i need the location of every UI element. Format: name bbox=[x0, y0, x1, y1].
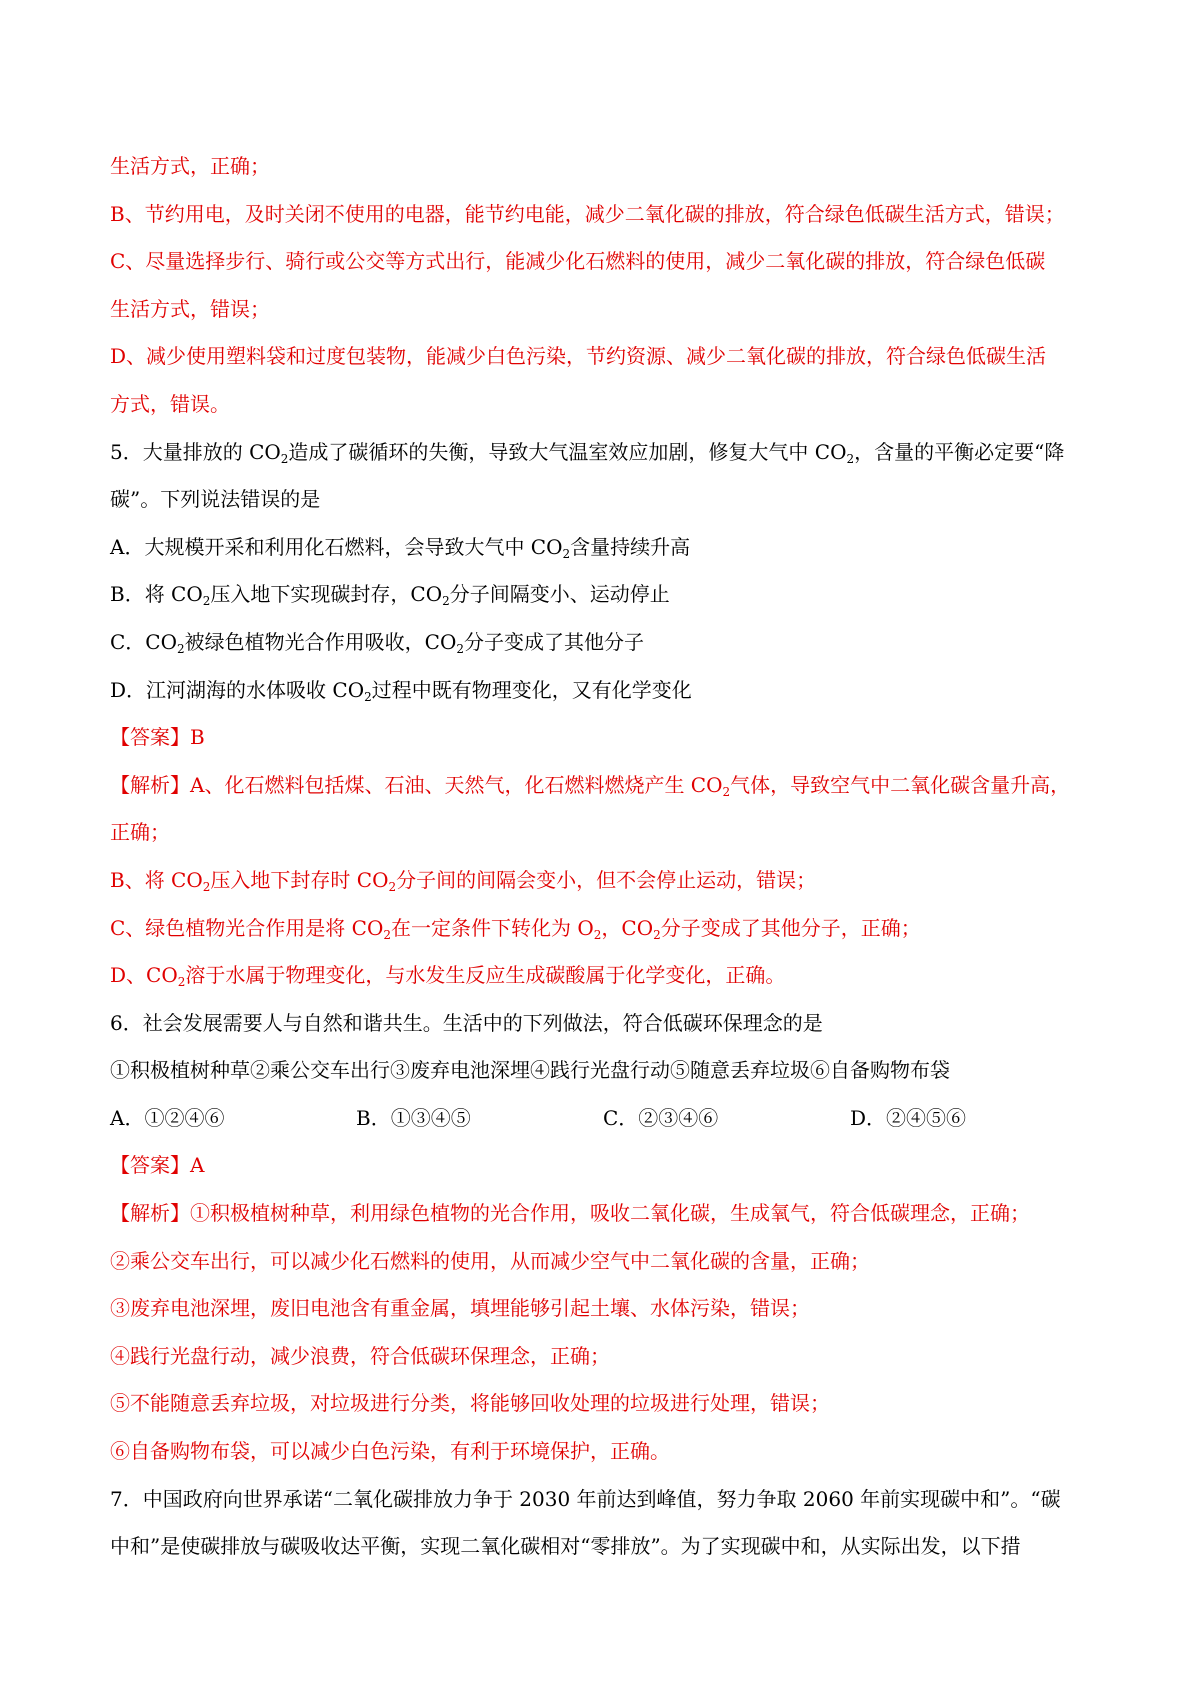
subscript: 2 bbox=[202, 594, 211, 609]
q6-option-c: C．②③④⑥ bbox=[603, 1105, 719, 1130]
answer-label: 【答案】 bbox=[110, 725, 190, 750]
option-text: A．大规模开采和利用化石燃料，会导致大气中 CO bbox=[110, 534, 563, 559]
q6-analysis-3: ③废弃电池深埋，废旧电池含有重金属，填埋能够引起土壤、水体污染，错误； bbox=[110, 1296, 810, 1321]
q6-analysis-6: ⑥自备购物布袋，可以减少白色污染，有利于环境保护，正确。 bbox=[110, 1439, 670, 1464]
option-text: 压入地下实现碳封存，CO bbox=[210, 582, 443, 607]
q5-analysis-line2: 正确； bbox=[110, 820, 170, 845]
option-text: 被绿色植物光合作用吸收，CO bbox=[184, 629, 457, 654]
q5-stem-part: 造成了碳循环的失衡，导致大气温室效应加剧，修复大气中 CO bbox=[288, 439, 847, 464]
subscript: 2 bbox=[177, 975, 186, 990]
q5-analysis-line1 bbox=[110, 762, 1100, 810]
analysis-text: B、将 CO bbox=[110, 867, 203, 892]
subscript: 2 bbox=[593, 927, 602, 942]
q6-option-a: A．①②④⑥ bbox=[110, 1105, 225, 1130]
answer-value: B bbox=[190, 725, 205, 750]
q5-stem-line1 bbox=[110, 429, 1100, 477]
q4-analysis-a-continued: 生活方式，正确； bbox=[110, 154, 270, 178]
subscript: 2 bbox=[846, 451, 855, 466]
subscript: 2 bbox=[177, 641, 185, 656]
q5-stem-part: 5．大量排放的 CO bbox=[110, 439, 281, 464]
q5-stem-line2: 碳”。下列说法错误的是 bbox=[110, 487, 321, 512]
subscript: 2 bbox=[722, 784, 731, 799]
subscript: 2 bbox=[364, 689, 372, 704]
analysis-text: 在一定条件下转化为 O bbox=[391, 915, 594, 940]
q6-analysis-2: ②乘公交车出行，可以减少化石燃料的使用，从而减少空气中二氧化碳的含量，正确； bbox=[110, 1248, 870, 1273]
subscript: 2 bbox=[653, 927, 661, 942]
q7-stem-line2: 中和”是使碳排放与碳吸收达平衡，实现二氧化碳相对“零排放”。为了实现碳中和，从实际出发，以下措 bbox=[110, 1534, 1021, 1559]
analysis-text: 溶于水属于物理变化，与水发生反应生成碳酸属于化学变化，正确。 bbox=[185, 963, 786, 988]
q6-stem: 6．社会发展需要人与自然和谐共生。生活中的下列做法，符合低碳环保理念的是 bbox=[110, 1010, 823, 1035]
analysis-label: 【解析】 bbox=[110, 1201, 190, 1226]
q5-analysis-b bbox=[110, 857, 1100, 905]
subscript: 2 bbox=[562, 546, 571, 561]
subscript: 2 bbox=[456, 641, 464, 656]
q5-analysis-c bbox=[110, 905, 1100, 953]
q4-analysis-c-line1: C、尽量选择步行、骑行或公交等方式出行，能减少化石燃料的使用，减少二氧化碳的排放，符合绿色低碳 bbox=[110, 249, 1046, 274]
q6-answer bbox=[110, 1142, 1100, 1190]
analysis-text: 分子变成了其他分子，正确； bbox=[660, 915, 921, 940]
subscript: 2 bbox=[388, 879, 397, 894]
q6-option-d: D．②④⑤⑥ bbox=[850, 1105, 967, 1130]
answer-value: A bbox=[190, 1153, 205, 1178]
q4-analysis-c-line2: 生活方式，错误； bbox=[110, 296, 270, 321]
q5-option-a bbox=[110, 524, 1100, 572]
q6-items: ①积极植树种草②乘公交车出行③废弃电池深埋④践行光盘行动⑤随意丢弃垃圾⑥自备购物布袋 bbox=[110, 1058, 950, 1083]
q5-option-b bbox=[110, 571, 1100, 619]
option-text: 过程中既有物理变化，又有化学变化 bbox=[371, 677, 692, 702]
q6-analysis-1 bbox=[110, 1190, 1100, 1238]
analysis-text: 气体，导致空气中二氧化碳含量升高， bbox=[730, 772, 1071, 797]
analysis-text: 压入地下封存时 CO bbox=[210, 867, 389, 892]
document-page bbox=[110, 143, 1100, 1571]
q7-stem-line1: 7．中国政府向世界承诺“二氧化碳排放力争于 2030 年前达到峰值，努力争取 2060 年前实现碳中和”。“碳 bbox=[110, 1486, 1061, 1511]
option-text: 分子变成了其他分子 bbox=[464, 629, 644, 654]
q6-analysis-5: ⑤不能随意丢弃垃圾，对垃圾进行分类，将能够回收处理的垃圾进行处理，错误； bbox=[110, 1391, 830, 1416]
analysis-label: 【解析】 bbox=[110, 772, 190, 797]
option-text: 分子间隔变小、运动停止 bbox=[449, 582, 670, 607]
q5-option-c bbox=[110, 619, 1100, 667]
q4-analysis-d-line2: 方式，错误。 bbox=[110, 391, 230, 416]
subscript: 2 bbox=[383, 927, 391, 942]
analysis-text: ，CO bbox=[601, 915, 654, 940]
analysis-text: 分子间的间隔会变小，但不会停止运动，错误； bbox=[396, 867, 817, 892]
q5-option-d bbox=[110, 667, 1100, 715]
q4-analysis-d-line1: D、减少使用塑料袋和过度包装物，能减少白色污染，节约资源、减少二氧化碳的排放，符合绿色低碳生活 bbox=[110, 344, 1047, 369]
answer-label: 【答案】 bbox=[110, 1153, 190, 1178]
analysis-text: ①积极植树种草，利用绿色植物的光合作用，吸收二氧化碳，生成氧气，符合低碳理念，正确； bbox=[190, 1201, 1030, 1226]
q5-stem-part: ，含量的平衡必定要“降 bbox=[854, 439, 1065, 464]
option-text: 含量持续升高 bbox=[570, 534, 691, 559]
analysis-text: D、CO bbox=[110, 963, 178, 988]
option-text: D．江河湖海的水体吸收 CO bbox=[110, 677, 365, 702]
analysis-text: C、绿色植物光合作用是将 CO bbox=[110, 915, 384, 940]
subscript: 2 bbox=[280, 451, 289, 466]
analysis-text: A、化石燃料包括煤、石油、天然气，化石燃料燃烧产生 CO bbox=[190, 772, 723, 797]
option-text: B．将 CO bbox=[110, 582, 203, 607]
q6-option-b: B．①③④⑤ bbox=[356, 1105, 471, 1130]
q6-options bbox=[110, 1095, 1100, 1143]
q5-answer bbox=[110, 714, 1100, 762]
q6-analysis-4: ④践行光盘行动，减少浪费，符合低碳环保理念，正确； bbox=[110, 1343, 610, 1368]
q4-analysis-b: B、节约用电，及时关闭不使用的电器，能节约电能，减少二氧化碳的排放，符合绿色低碳生活方式，错误； bbox=[110, 201, 1065, 226]
option-text: C．CO bbox=[110, 629, 178, 654]
subscript: 2 bbox=[442, 594, 450, 609]
q5-analysis-d bbox=[110, 952, 1100, 1000]
subscript: 2 bbox=[202, 879, 211, 894]
